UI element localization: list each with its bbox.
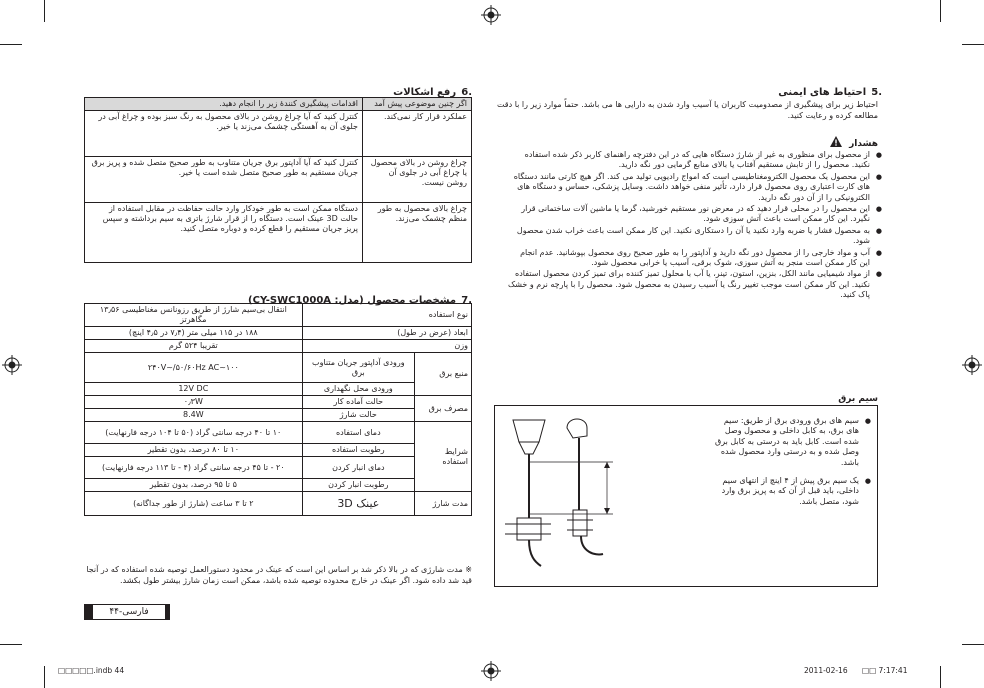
- spec-sublabel: حالت آماده کار: [302, 396, 414, 409]
- spec-table: [84, 303, 472, 516]
- table-row: [85, 409, 472, 422]
- troubleshoot-table: [84, 97, 472, 263]
- safety-heading: [494, 80, 882, 99]
- spec-sublabel: رطوبت انبار کردن: [302, 479, 414, 492]
- crop-mark: [0, 44, 22, 45]
- spec-label: شرایط استفاده: [415, 422, 472, 492]
- spec-label: مصرف برق: [415, 396, 472, 422]
- cable-box: [494, 405, 878, 587]
- crop-mark: [44, 0, 45, 22]
- footer-filename: □□□□□.indb 44: [58, 666, 125, 675]
- spec-note: ※ مدت شارژی که در بالا ذکر شد بر اساس این است که عینک در محدود دستورالعمل توصیه شده استفاده که در آنجا قید شد داده شود. اگر عینک در خارج محدوده توصیه شده باشد، ممکن است زمان شارژ بیشتر طول بکشد.: [86, 565, 472, 585]
- spec-sublabel: عینک 3D: [302, 492, 414, 516]
- page-number-tab: [84, 604, 170, 620]
- list-item: ● از مواد شیمیایی مانند الکل، بنزین، استون، تینر، یا آب با محلول تمیز کننده برای تمیز کردن محصول استفاده نکنید. این کار ممکن است موجب تغییر رنگ یا آسیب رسیدن به محصول شود. محصول را با پارچه نرم و خشک پاک کنید.: [508, 269, 870, 300]
- table-row: [85, 396, 472, 409]
- table-header: اقدامات پیشگیری کنندهٔ زیر را انجام دهید.: [85, 98, 363, 111]
- footer-time: □□ 7:17:41: [862, 666, 908, 675]
- page-number: ۴۴-فارسی: [92, 604, 166, 620]
- crop-mark: [940, 666, 941, 688]
- spec-label: نوع استفاده: [302, 304, 471, 327]
- table-row: [85, 203, 472, 263]
- table-row: [85, 457, 472, 479]
- section-title: احتیاط های ایمنی: [778, 87, 867, 98]
- crop-mark: [940, 0, 941, 22]
- section-title: مشخصات محصول (مدل: CY-SWC1000A): [248, 295, 457, 306]
- spec-sublabel: دمای انبار کردن: [302, 457, 414, 479]
- power-cord-illustration: [495, 406, 695, 586]
- crop-mark: [962, 644, 984, 645]
- spec-label: وزن: [302, 340, 471, 353]
- warning-label: هشدار: [849, 139, 878, 149]
- warning-heading: [770, 131, 878, 150]
- spec-value: تقریبا ۵۲۴ گرم: [85, 340, 303, 353]
- cable-heading: [780, 386, 878, 405]
- list-item: ● این محصول را در محلی قرار دهید که در معرض نور مستقیم خورشید، گرما یا ماشین آلات ساختمانی قرار نگیرد. این کار ممکن است باعث آتش سوزی شود.: [508, 204, 870, 225]
- section-number: .6: [461, 87, 472, 98]
- registration-mark-icon: [962, 355, 982, 375]
- registration-mark-icon: [481, 661, 501, 681]
- crop-mark: [0, 644, 22, 645]
- spec-value: 12V DC: [85, 383, 303, 396]
- safety-intro: احتیاط زیر برای پیشگیری از مصدومیت کاربران یا آسیب وارد شدن به دارایی ها می باشد. حتماً موارد زیر را با دقت مطالعه کرده و رعایت کنید.: [496, 100, 878, 120]
- footer-date: 2011-02-16: [804, 666, 848, 675]
- spec-sublabel: ورودی محل نگهداری: [302, 383, 414, 396]
- spec-label: ابعاد (عرض در طول): [302, 327, 471, 340]
- spec-label: منبع برق: [415, 353, 472, 396]
- table-row: [85, 111, 472, 157]
- table-row: [85, 304, 472, 327]
- table-cell: چراغ بالای محصول به طور منظم چشمک می‌زند.: [363, 203, 472, 263]
- section-number: .7: [461, 295, 472, 306]
- crop-mark: [962, 44, 984, 45]
- spec-sublabel: ورودی آداپتور جریان متناوب برق: [302, 353, 414, 383]
- section-title: رفع اشکالات: [393, 87, 457, 98]
- spec-value: ۰٫۳W: [85, 396, 303, 409]
- table-cell: کنترل کنید که آیا چراغ روشن در بالای محصول به رنگ سبز بوده و چراغ آبی در جلوی آن به آهستگی چشمک می‌زند یا خیر.: [85, 111, 363, 157]
- table-row: [85, 383, 472, 396]
- spec-value: ۱۸۸ در ۱۱۵ میلی متر (۷٫۴ در ۴٫۵ اینچ): [85, 327, 303, 340]
- warning-triangle-icon: [830, 136, 842, 147]
- cable-notes: [711, 416, 871, 508]
- list-item: ● به محصول فشار یا ضربه وارد نکنید یا آن را دستکاری نکنید. این کار ممکن است باعث خراب شدن محصول شود.: [508, 226, 870, 247]
- list-item: ● آب و مواد خارجی را از محصول دور نگه دارید و آداپتور را به طور صحیح روی محصول بپوشانید. عدم انجام این کار ممکن است منجر به آتش سوزی، شوک برقی، آسیب یا خرابی محصول شود.: [508, 248, 870, 269]
- table-cell: چراغ روشن در بالای محصول یا چراغ آبی در جلوی آن روشن نیست.: [363, 157, 472, 203]
- spec-sublabel: رطوبت استفاده: [302, 444, 414, 457]
- table-row: [85, 327, 472, 340]
- spec-sublabel: دمای استفاده: [302, 422, 414, 444]
- table-row: [85, 492, 472, 516]
- list-item: ● یک سیم برق پیش از ۴ اینچ از انتهای سیم داخلی، باید قبل از آن که به پریز برق وارد شود، متصل باشد.: [711, 476, 859, 507]
- list-item: ● سیم های برق ورودی برق از طریق: سیم های برق، به کابل داخلی و محصول وصل شده است. کابل باید به درستی به کابل برق وصل شده و به درستی وارد محصول شده باشد.: [711, 416, 859, 468]
- section-number: .5: [871, 87, 882, 98]
- table-row: [85, 422, 472, 444]
- spec-value: انتقال بی‌سیم شارژ از طریق رزونانس مغناطیسی ۱۳٫۵۶ مگاهرتز: [85, 304, 303, 327]
- table-header: اگر چنین موضوعی پیش آمد: [363, 98, 472, 111]
- spec-value: 8.4W: [85, 409, 303, 422]
- table-cell: عملکرد قرار کار نمی‌کند.: [363, 111, 472, 157]
- table-cell: کنترل کنید که آیا آداپتور برق جریان متناوب به طور صحیح متصل شده و پریز برق جریان مستقیم به طور صحیح متصل شده است یا خیر.: [85, 157, 363, 203]
- spec-value: ۱۰۰~۲۴۰V~/۵۰/۶۰Hz AC: [85, 353, 303, 383]
- safety-bullets: [508, 150, 882, 302]
- spec-label: مدت شارژ: [415, 492, 472, 516]
- table-row: [85, 157, 472, 203]
- section-title: سیم برق: [838, 394, 878, 404]
- registration-mark-icon: [481, 5, 501, 25]
- table-row: [85, 353, 472, 383]
- spec-value: ۲ تا ۳ ساعت (شارژ از طور جداگانه): [85, 492, 303, 516]
- list-item: ● این محصول یک محصول الکترومغناطیسی است که امواج رادیویی تولید می کند. اگر هیچ کارتی مانند دستگاه های کارت اعتباری روی محصول قرار دارد، تأثیر منفی خواهد داشت. وسایل پزشکی، حساس و دستگاه های الکترونیکی را از آن دور نگه دارید.: [508, 172, 870, 203]
- registration-mark-icon: [2, 355, 22, 375]
- table-row: [85, 444, 472, 457]
- spec-value: ۵ تا ۹۵ درصد، بدون تقطیر: [85, 479, 303, 492]
- table-row: [85, 340, 472, 353]
- crop-mark: [44, 666, 45, 688]
- list-item: ● از محصول برای منظوری به غیر از شارژ دستگاه هایی که در این دفترچه راهنمای کاربر ذکر شده استفاده نکنید. محصول را از تابش مستقیم آفتاب یا بالای منابع گرمایی دور نگه دارید.: [508, 150, 870, 171]
- spec-sublabel: حالت شارژ: [302, 409, 414, 422]
- table-cell: دستگاه ممکن است به طور خودکار وارد حالت حفاظت در مقابل استفاده از حالت 3D عینک است. دستگاه را از قرار شارژ باتری به سیم برداشته و سپس پریز جریان مستقیم را قطع کرده و دوباره متصل کنید.: [85, 203, 363, 263]
- table-row: [85, 479, 472, 492]
- spec-value: ۲۰ - تا ۴۵ درجه سانتی گراد (۴ - تا ۱۱۳ درجه فارنهایت): [85, 457, 303, 479]
- spec-value: ۱۰ تا ۸۰ درصد، بدون تقطیر: [85, 444, 303, 457]
- spec-value: ۱۰ تا ۴۰ درجه سانتی گراد (۵۰ تا ۱۰۴ درجه فارنهایت): [85, 422, 303, 444]
